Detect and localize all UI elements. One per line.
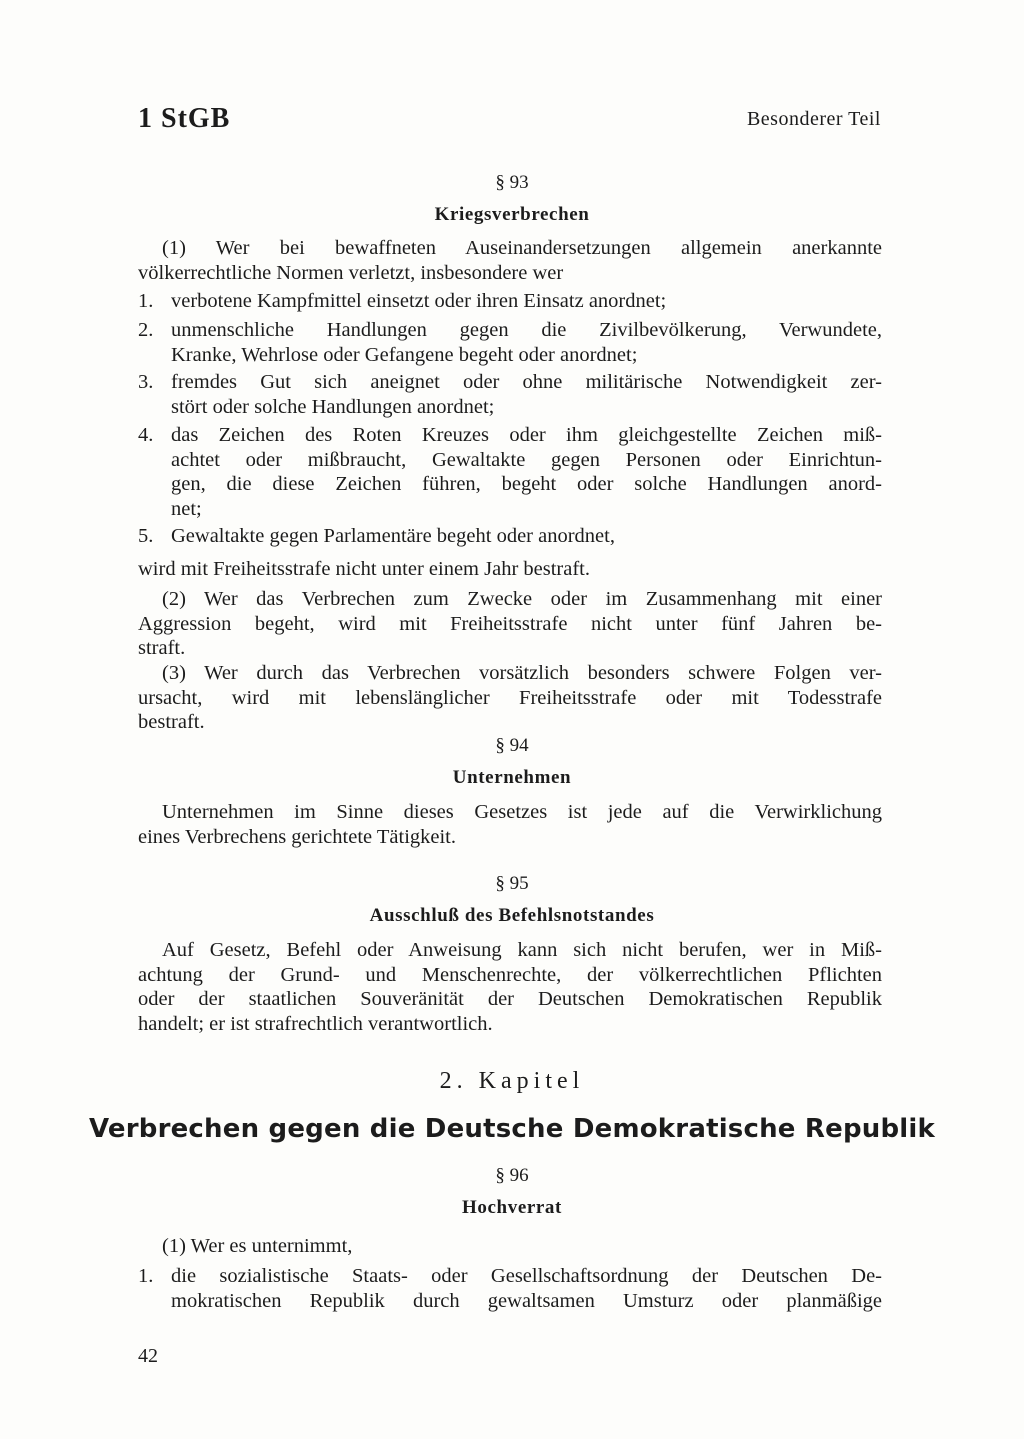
section-96-item-1 xyxy=(138,1264,882,1313)
section-96-title: Hochverrat xyxy=(462,1197,562,1218)
text-line: ursacht, wird mit lebenslänglicher Freiheitsstrafe oder mit Todesstrafe xyxy=(138,686,882,709)
running-header-part: Besonderer Teil xyxy=(746,108,881,130)
text-line: wird mit Freiheitsstrafe nicht unter einem Jahr bestraft. xyxy=(138,558,591,580)
text-line: eines Verbrechens gerichtete Tätigkeit. xyxy=(138,825,457,848)
section-94-number: § 94 xyxy=(495,735,529,756)
text-line: bestraft. xyxy=(138,711,205,733)
section-96-paragraph-1 xyxy=(138,1234,882,1259)
section-93-paragraph-3 xyxy=(138,661,882,735)
section-93-item-1 xyxy=(138,289,882,314)
section-94-text xyxy=(138,800,882,849)
item-number: 5. xyxy=(138,525,154,547)
text-line: gen, die diese Zeichen führen, begeht oder solche Handlungen anord- xyxy=(171,473,882,495)
section-93-item-2 xyxy=(138,318,882,367)
text-line: (1) Wer bei bewaffneten Auseinandersetzungen allgemein anerkannte xyxy=(162,237,882,259)
section-95-title: Ausschluß des Befehlsnotstandes xyxy=(369,905,655,926)
page-number: 42 xyxy=(138,1345,158,1367)
section-96-number: § 96 xyxy=(495,1165,529,1186)
section-93-penalty xyxy=(138,557,882,582)
section-93-paragraph-1 xyxy=(138,236,882,285)
section-95-number: § 95 xyxy=(495,873,529,894)
text-line: unmenschliche Handlungen gegen die Zivilbevölkerung, Verwundete, xyxy=(171,319,882,341)
section-93-title: Kriegsverbrechen xyxy=(434,204,590,225)
running-header-law: 1 StGB xyxy=(138,103,231,134)
text-line: oder der staatlichen Souveränität der Deutschen Demokratischen Republik xyxy=(138,988,882,1010)
chapter-title: Verbrechen gegen die Deutsche Demokratische Republik xyxy=(89,1114,935,1144)
text-line: fremdes Gut sich aneignet oder ohne militärische Notwendigkeit zer- xyxy=(171,371,882,393)
item-number: 2. xyxy=(138,319,154,341)
section-95-text xyxy=(138,938,882,1036)
text-line: völkerrechtliche Normen verletzt, insbesondere wer xyxy=(138,261,564,284)
text-line: (1) Wer es unternimmt, xyxy=(162,1235,353,1257)
item-number: 3. xyxy=(138,371,154,393)
item-number: 1. xyxy=(138,290,154,312)
text-line: verbotene Kampfmittel einsetzt oder ihren Einsatz anordnet; xyxy=(171,290,667,312)
text-line: das Zeichen des Roten Kreuzes oder ihm gleichgestellte Zeichen miß- xyxy=(171,424,882,446)
text-line: achtet oder mißbraucht, Gewaltakte gegen Personen oder Einrichtun- xyxy=(171,448,882,471)
text-line: Unternehmen im Sinne dieses Gesetzes ist jede auf die Verwirklichung xyxy=(162,801,882,823)
text-line: (2) Wer das Verbrechen zum Zwecke oder im Zusammenhang mit einer xyxy=(162,588,882,610)
section-94-title: Unternehmen xyxy=(452,767,572,788)
text-line: (3) Wer durch das Verbrechen vorsätzlich besonders schwere Folgen ver- xyxy=(162,662,882,684)
text-line: straft. xyxy=(138,637,186,659)
section-93-paragraph-2 xyxy=(138,587,882,661)
section-93-number: § 93 xyxy=(495,172,529,193)
text-line: handelt; er ist strafrechtlich verantwortlich. xyxy=(138,1012,493,1035)
section-93-item-4 xyxy=(138,423,882,521)
text-line: Kranke, Wehrlose oder Gefangene begeht oder anordnet; xyxy=(171,343,638,366)
text-line: die sozialistische Staats- oder Gesellschaftsordnung der Deutschen De- xyxy=(171,1265,882,1287)
text-line: stört oder solche Handlungen anordnet; xyxy=(171,395,495,418)
text-line: Aggression begeht, wird mit Freiheitsstrafe nicht unter fünf Jahren be- xyxy=(138,612,882,635)
chapter-number: 2. Kapitel xyxy=(439,1068,585,1094)
item-number: 1. xyxy=(138,1265,154,1287)
section-93-item-5 xyxy=(138,524,882,549)
text-line: net; xyxy=(171,497,202,520)
section-93-item-3 xyxy=(138,370,882,419)
text-line: Auf Gesetz, Befehl oder Anweisung kann sich nicht berufen, wer in Miß- xyxy=(162,939,882,961)
item-number: 4. xyxy=(138,424,154,446)
text-line: mokratischen Republik durch gewaltsamen Umsturz oder planmäßige xyxy=(171,1289,882,1312)
text-line: Gewaltakte gegen Parlamentäre begeht oder anordnet, xyxy=(171,525,615,547)
text-line: achtung der Grund- und Menschenrechte, der völkerrechtlichen Pflichten xyxy=(138,963,882,986)
